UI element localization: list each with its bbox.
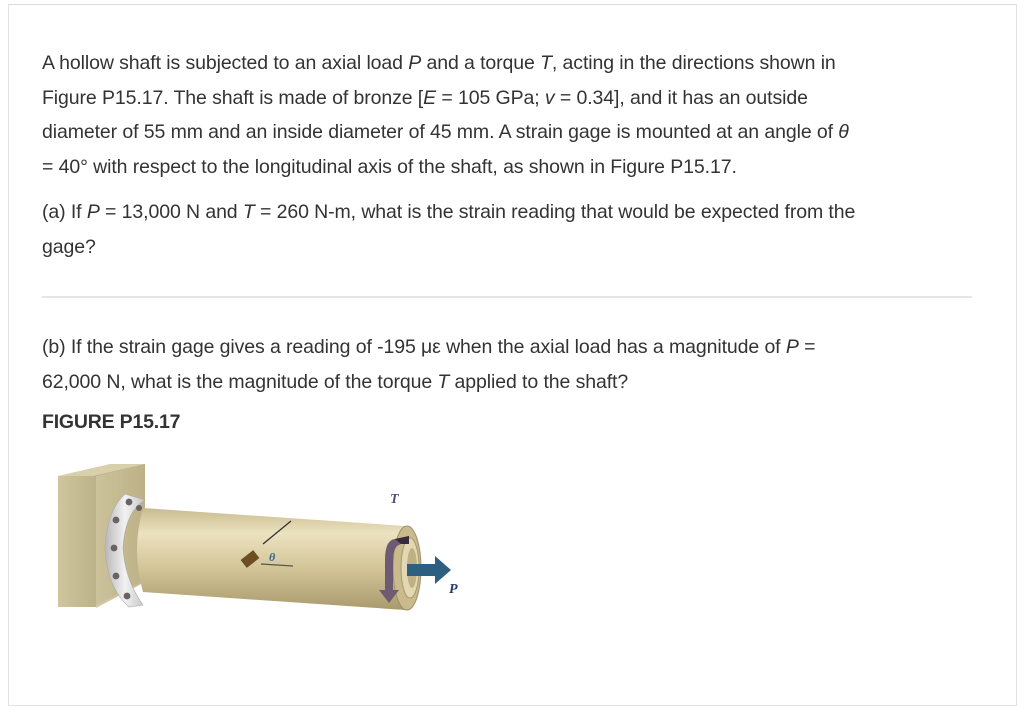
part-b-line-1 xyxy=(42,330,977,365)
torque-label: T xyxy=(390,492,399,507)
part-a-question xyxy=(42,195,977,264)
load-label: P xyxy=(449,582,458,597)
variable-p: P xyxy=(785,336,799,358)
problem-statement xyxy=(42,46,977,184)
section-divider xyxy=(42,296,972,298)
text: applied to the shaft? xyxy=(449,370,629,393)
text: (b) If the strain gage gives a reading of -195 με when the axial load has a magnitude of xyxy=(42,336,786,358)
text: = 105 GPa; xyxy=(436,86,545,109)
statement-line-3 xyxy=(42,115,977,150)
statement-line-2 xyxy=(42,81,977,116)
text: diameter of 55 mm and an inside diameter of 45 mm. A strain gage is mounted at an angle of xyxy=(42,121,839,143)
variable-p: P xyxy=(408,52,422,74)
part-b-question xyxy=(42,330,977,399)
text: = xyxy=(798,336,816,358)
text: , acting in the directions shown in xyxy=(551,52,836,74)
theta-label: θ xyxy=(269,550,276,564)
part-a-line-1 xyxy=(42,195,977,230)
text: = 40° with respect to the longitudinal axis of the shaft, as shown in Figure P15.17. xyxy=(42,155,737,178)
variable-t: T xyxy=(242,201,255,223)
text: = 260 N-m, what is the strain reading that would be expected from the xyxy=(254,201,856,223)
hollow-shaft xyxy=(137,508,421,610)
shaft-figure xyxy=(55,460,495,632)
text: (a) If xyxy=(42,201,87,223)
variable-p: P xyxy=(86,201,100,223)
variable-theta: θ xyxy=(838,121,849,143)
variable-t: T xyxy=(540,52,552,74)
figure-title: FIGURE P15.17 xyxy=(42,411,181,433)
part-b-line-2 xyxy=(42,365,977,400)
variable-e: E xyxy=(423,86,437,109)
variable-t: T xyxy=(437,370,450,393)
text: 62,000 N, what is the magnitude of the torque xyxy=(42,370,438,393)
statement-line-4 xyxy=(42,150,977,185)
part-a-line-2 xyxy=(42,230,977,265)
text: = 13,000 N and xyxy=(99,201,243,223)
text: A hollow shaft is subjected to an axial load xyxy=(42,52,409,74)
text: gage? xyxy=(42,235,96,258)
text: = 0.34], and it has an outside xyxy=(554,86,808,109)
text: Figure P15.17. The shaft is made of bronze [ xyxy=(42,86,424,109)
text: and a torque xyxy=(421,52,541,74)
statement-line-1 xyxy=(42,46,977,81)
variable-v: v xyxy=(544,86,555,109)
